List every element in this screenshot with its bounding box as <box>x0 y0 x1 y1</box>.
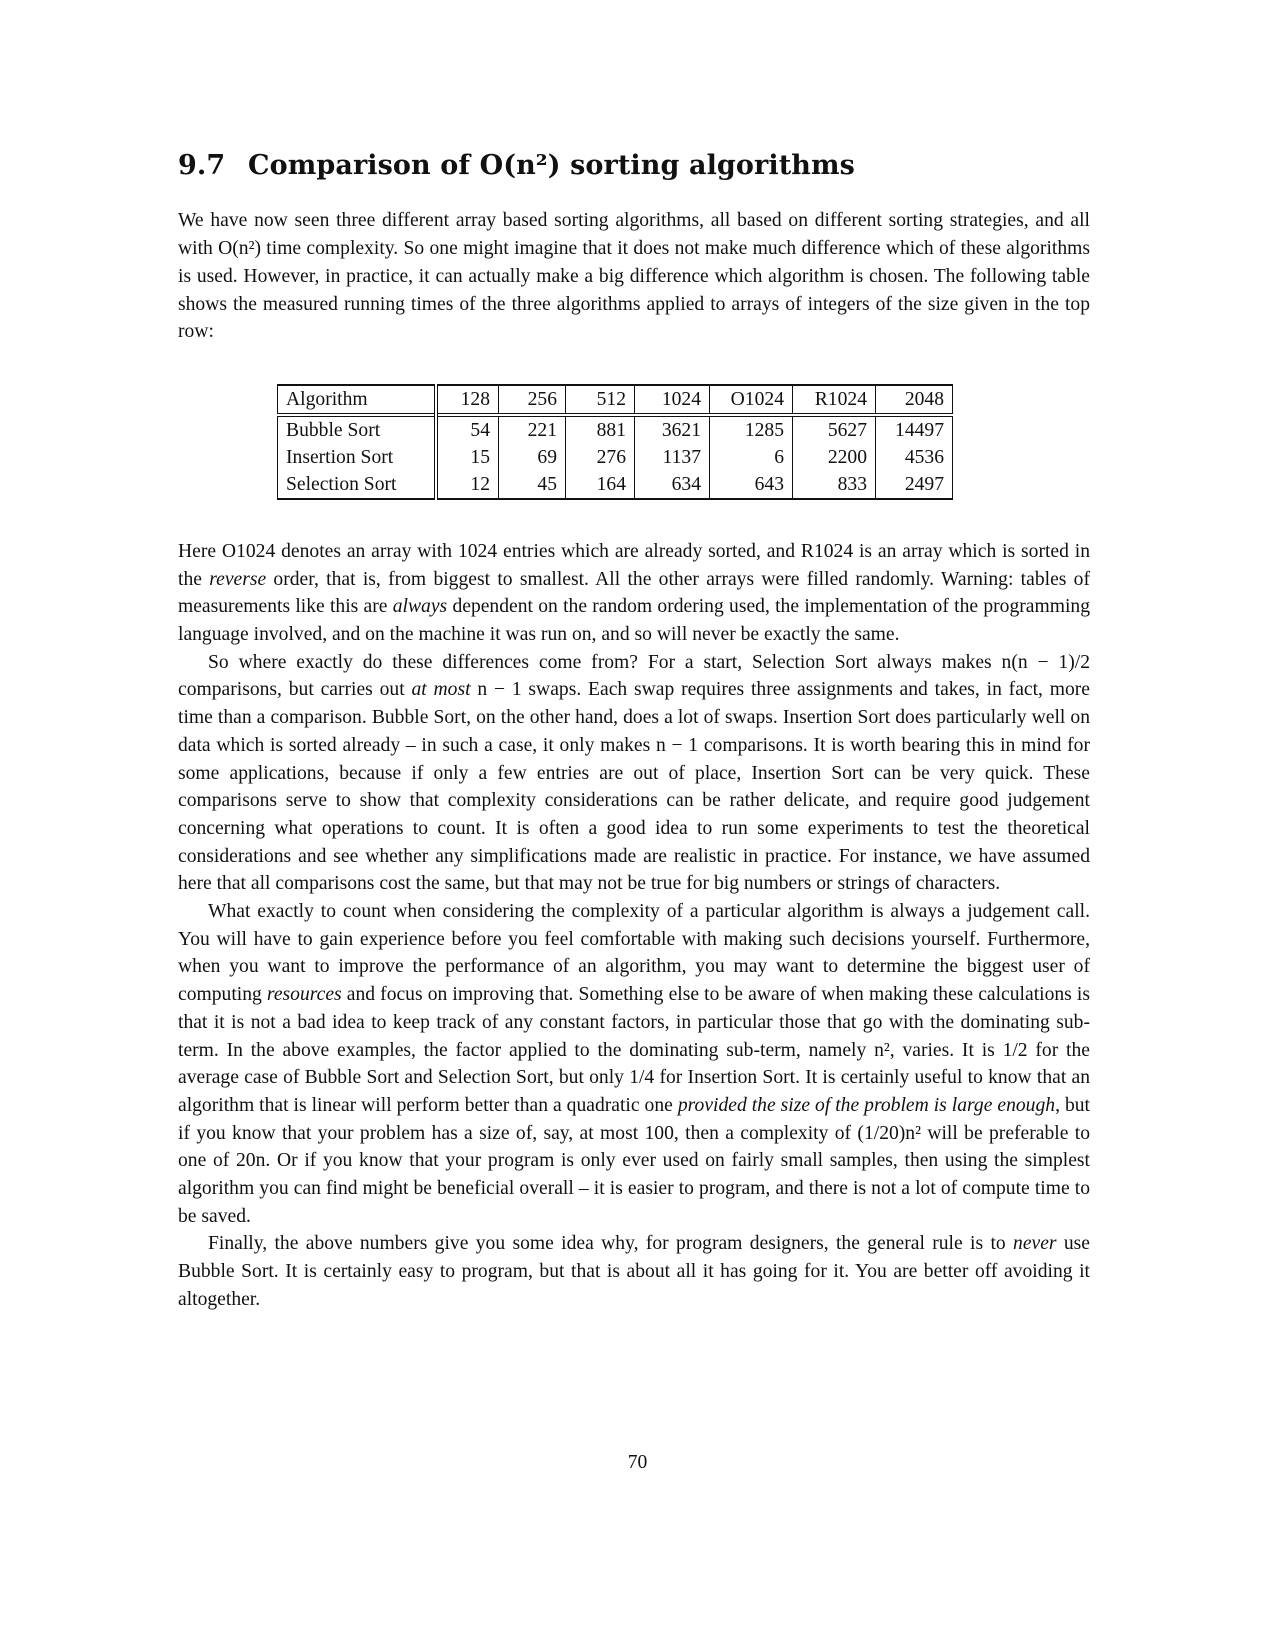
table-header-cell: 128 <box>436 385 499 415</box>
table-header-cell: 256 <box>499 385 566 415</box>
table-cell: 3621 <box>635 415 710 444</box>
table-row <box>278 444 953 471</box>
table-cell: 45 <box>499 471 566 499</box>
table-cell: 14497 <box>876 415 953 444</box>
table-row <box>278 415 953 444</box>
text-run: n − 1 swaps. Each swap requires three assignments and takes, in fact, more time than a comparison. Bubble Sort, on the other hand, does a lot of swaps. Insertion Sort does particularly well on data which is sorted already – in such a case, it only makes n − 1 comparisons. It is worth bearing this in mind for some applications, because if only a few entries are out of place, Insertion Sort can be very quick. These comparisons serve to show that complexity considerations can be rather delicate, and require good judgement concerning what operations to count. It is often a good idea to run some experiments to test the theoretical considerations and see whether any simplifications made are realistic in practice. For instance, we have assumed here that all comparisons cost the same, but that may not be true for big numbers or strings of characters. <box>178 679 1091 895</box>
page-number: 70 <box>627 1452 648 1473</box>
emphasis: at most <box>411 679 471 701</box>
emphasis: never <box>1013 1233 1057 1255</box>
paragraph-o1024-explanation <box>178 538 1090 649</box>
table-cell: 643 <box>710 471 793 499</box>
text-run: and focus on improving that. Something else to be aware of when making these calculations is that it is not a bad idea to keep track of any constant factors, in particular those that go with the dominating sub-term. In the above examples, the factor applied to the dominating sub-term, namely n², varies. It is 1/2 for the average case of Bubble Sort and Selection Sort, but only 1/4 for Insertion Sort. It is certainly useful to know that an algorithm that is linear will perform better than a quadratic one <box>178 984 1090 1116</box>
text-run: order, that is, from biggest to smallest. All the other arrays were filled randomly. Warning: tables of measurements like this are <box>178 568 1090 618</box>
section-number: 9.7 <box>178 150 226 181</box>
table-cell: 2200 <box>793 444 876 471</box>
emphasis: resources <box>266 984 342 1006</box>
table-cell: 881 <box>566 415 635 444</box>
table-cell: 1137 <box>635 444 710 471</box>
table-header-cell: Algorithm <box>278 385 437 415</box>
table-cell: 69 <box>499 444 566 471</box>
table-header-row <box>278 385 953 415</box>
text-run: dependent on the random ordering used, the implementation of the programming language involved, and on the machine it was run on, and so will never be exactly the same. <box>178 596 1090 646</box>
table-header-cell: 1024 <box>635 385 710 415</box>
table-cell: 276 <box>566 444 635 471</box>
emphasis: always <box>392 596 448 618</box>
table-cell: 54 <box>436 415 499 444</box>
paragraph-finally <box>178 1230 1090 1313</box>
table-cell: 164 <box>566 471 635 499</box>
table-header-cell: 2048 <box>876 385 953 415</box>
table-cell: 5627 <box>793 415 876 444</box>
table-header-cell: R1024 <box>793 385 876 415</box>
table-cell: 833 <box>793 471 876 499</box>
text-run: Finally, the above numbers give you some idea why, for program designers, the general rule is to <box>208 1233 1014 1255</box>
emphasis: reverse <box>209 568 267 590</box>
paragraph-differences <box>178 649 1090 898</box>
text-run: , but if you know that your problem has a size of, say, at most 100, then a complexity of (1/20)n² will be preferable to one of 20n. Or if you know that your program is only ever used on fairly small samples, then using the simplest algorithm you can find might be beneficial overall – it is easier to program, and there is not a lot of compute time to be saved. <box>178 1094 1090 1227</box>
table-cell: 12 <box>436 471 499 499</box>
paragraph-what-to-count <box>178 898 1090 1230</box>
table-cell: 4536 <box>876 444 953 471</box>
table-header-cell: O1024 <box>710 385 793 415</box>
table-cell: Selection Sort <box>278 471 437 499</box>
timing-table <box>277 384 953 500</box>
text-run: What exactly to count when considering the complexity of a particular algorithm is always a judgement call. You will have to gain experience before you feel comfortable with making such decisions yourself. Furthermore, when you want to improve the performance of an algorithm, you may want to determine the biggest user of computing <box>178 901 1090 1006</box>
text-run: So where exactly do these differences come from? For a start, Selection Sort always makes n(n − 1)/2 comparisons, but carries out <box>178 651 1090 701</box>
section-title: Comparison of O(n²) sorting algorithms <box>248 150 855 181</box>
page-content <box>178 150 1090 1314</box>
table-cell: 1285 <box>710 415 793 444</box>
intro-paragraph: We have now seen three different array based sorting algorithms, all based on different sorting strategies, and all with O(n²) time complexity. So one might imagine that it does not make much difference which of these algorithms is used. However, in practice, it can actually make a big difference which algorithm is chosen. The following table shows the measured running times of the three algorithms applied to arrays of integers of the size given in the top row: <box>178 210 1090 343</box>
table-cell: 6 <box>710 444 793 471</box>
table-cell: 634 <box>635 471 710 499</box>
text-run: use Bubble Sort. It is certainly easy to program, but that is about all it has going for it. You are better off avoiding it altogether. <box>178 1233 1090 1310</box>
table-cell: 2497 <box>876 471 953 499</box>
table-cell: 15 <box>436 444 499 471</box>
table-header-cell: 512 <box>566 385 635 415</box>
table-cell: Insertion Sort <box>278 444 437 471</box>
section-heading <box>178 150 1090 182</box>
table-cell: Bubble Sort <box>278 415 437 444</box>
table-cell: 221 <box>499 415 566 444</box>
emphasis: provided the size of the problem is large enough <box>677 1094 1056 1116</box>
text-run: Here O1024 denotes an array with 1024 entries which are already sorted, and R1024 is an array which is sorted in the <box>178 540 1090 590</box>
timing-table-wrapper <box>277 384 1090 500</box>
table-row <box>278 471 953 499</box>
